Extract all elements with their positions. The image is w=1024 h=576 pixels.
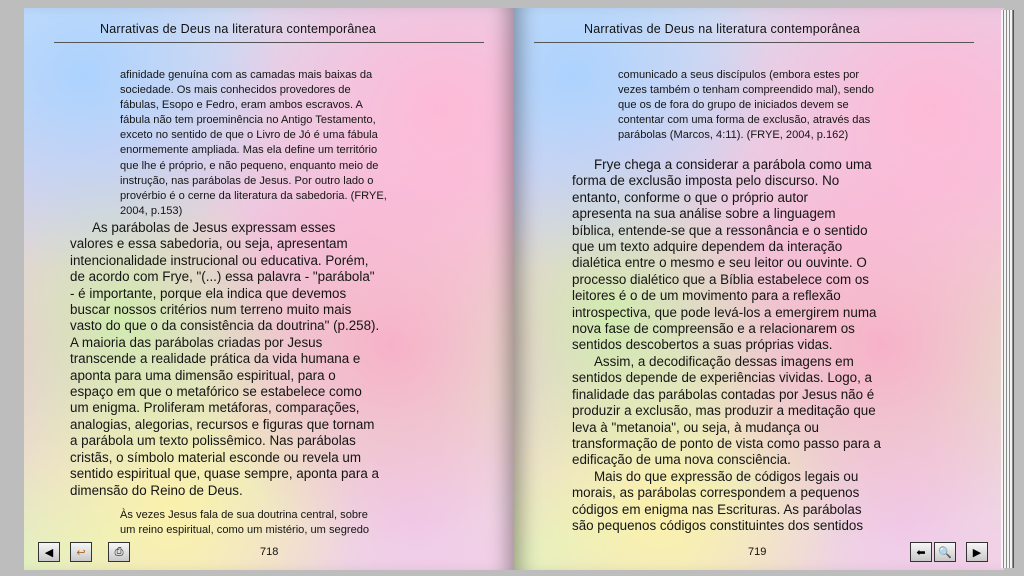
text-line: leva à "metanoia", ou seja, à mudança ou — [572, 419, 819, 435]
text-line: dialética entre o mesmo e seu leitor ou ouvinte. O — [572, 255, 867, 271]
text-line: de acordo com Frye, "(...) essa palavra - "parábola" — [70, 269, 375, 285]
zoom-icon: 🔍 — [938, 546, 952, 559]
text-line: são pequenos códigos constituintes dos sentidos — [572, 517, 864, 533]
back-button[interactable] — [910, 542, 932, 562]
text-line: parábolas (Marcos, 4:11). (FRYE, 2004, p.162) — [618, 129, 849, 142]
text-line: buscar nossos critérios num terreno muito mais — [70, 302, 352, 318]
text-line: sociedade. Os mais conhecidos provedores de — [120, 84, 351, 97]
text-line: transcende a realidade prática da vida humana e — [70, 351, 361, 367]
text-line: - é importante, porque ela indica que devemos — [70, 285, 347, 301]
print-icon: ⎙ — [114, 545, 124, 558]
text-line: analogias, alegorias, recursos e figuras que tornam — [70, 416, 375, 432]
left-body-text — [70, 220, 458, 499]
text-line: produzir a exclusão, mas produzir a meditação que — [572, 403, 876, 419]
text-line: instrução, nas parábolas de Jesus. Por outro lado o — [120, 174, 374, 187]
text-line: As parábolas de Jesus expressam esses — [92, 220, 336, 235]
text-line: edificação de uma nova consciência. — [572, 452, 791, 468]
text-line: cristãs, o símbolo material esconde ou revela um — [70, 449, 362, 465]
exit-button[interactable] — [70, 542, 92, 562]
left-quote-bottom — [120, 508, 456, 538]
text-line: forma de exclusão imposta pelo discurso. No — [572, 173, 840, 189]
text-line: sentidos descobertos a suas próprias vidas. — [572, 337, 833, 353]
text-line: que lhe é próprio, e não pequeno, enquanto meio de — [120, 159, 379, 172]
page-stack-edges — [1001, 10, 1014, 568]
text-line: leitores é o de um movimento para a reflexão — [572, 288, 841, 304]
text-line: exceto no sentido de que o Livro de Jó é uma fábula — [120, 129, 378, 142]
text-line: contentar com uma forma de exclusão, através das — [618, 114, 871, 127]
text-line: entanto, conforme o que o próprio autor — [572, 189, 808, 205]
exit-icon: ↩ — [76, 546, 86, 559]
text-line: apresenta na sua análise sobre a linguagem — [572, 206, 836, 222]
text-line: intencionalidade instrucional ou educativa. Porém, — [70, 252, 369, 268]
right-page-header: Narrativas de Deus na literatura contemporânea — [584, 22, 861, 36]
text-line: morais, as parábolas correspondem a pequenos — [572, 485, 860, 501]
left-quote-top — [120, 68, 456, 219]
left-page-number: 718 — [260, 546, 279, 558]
left-page[interactable] — [24, 8, 514, 570]
right-header-rule — [534, 42, 974, 43]
text-line: sentidos depende de experiências vividas. Logo, a — [572, 370, 873, 386]
prev-page-button[interactable] — [38, 542, 60, 562]
text-line: um enigma. Proliferam metáforas, comparações, — [70, 400, 360, 416]
text-line: sentido espiritual que, quase sempre, aponta para a — [70, 466, 379, 482]
text-line: Às vezes Jesus fala de sua doutrina central, sobre — [120, 509, 368, 521]
text-line: aponta para uma dimensão espiritual, para o — [70, 367, 336, 383]
text-line: vasto do que o da consistência da doutrina" (p.258). — [70, 318, 380, 334]
text-line: introspectiva, que pode levá-los a emergirem numa — [572, 304, 877, 320]
text-line: comunicado a seus discípulos (embora estes por — [618, 69, 860, 81]
text-line: enormemente ampliada. Mas ela define um território — [120, 144, 378, 157]
text-line: Frye chega a considerar a parábola como uma — [594, 157, 872, 172]
text-line: valores e essa sabedoria, ou seja, apresentam — [70, 236, 348, 252]
text-line: códigos em enigma nas Escrituras. As parábolas — [572, 501, 862, 517]
print-button[interactable] — [108, 542, 130, 562]
next-page-icon: ▶ — [972, 546, 982, 559]
left-header-rule — [54, 42, 484, 43]
text-line: Assim, a decodificação dessas imagens em — [594, 353, 854, 369]
text-line: que os de fora do grupo de iniciados devem se — [618, 99, 849, 112]
prev-page-icon: ◀ — [44, 546, 54, 559]
text-line: nova fase de compreensão e a relacionarem os — [572, 321, 855, 337]
text-line: processo dialético que a Bíblia estabelece com os — [572, 271, 870, 287]
text-line: que um texto adquire dependem da interação — [572, 239, 843, 255]
text-line: afinidade genuína com as camadas mais baixas da — [120, 69, 373, 81]
text-line: espaço em que o metafórico se estabelece como — [70, 384, 362, 400]
right-quote-top — [618, 68, 960, 143]
text-line: a parábola um texto polissêmico. Nas parábolas — [70, 433, 356, 449]
right-page[interactable] — [514, 8, 1004, 570]
text-line: 2004, p.153) — [120, 204, 183, 217]
text-line: fábulas, Esopo e Fedro, eram ambos escravos. A — [120, 99, 363, 112]
book — [24, 8, 1014, 570]
text-line: provérbio é o cerne da literatura da sabedoria. (FRYE, — [120, 189, 387, 202]
right-page-number: 719 — [748, 546, 767, 558]
text-line: transformação de ponto de vista como passo para a — [572, 435, 881, 451]
text-line: Mais do que expressão de códigos legais ou — [594, 468, 859, 484]
zoom-button[interactable] — [934, 542, 956, 562]
text-line: dimensão do Reino de Deus. — [70, 482, 243, 498]
text-line: fábula não tem proeminência no Antigo Testamento, — [120, 114, 376, 127]
left-page-header: Narrativas de Deus na literatura contemporânea — [100, 22, 377, 36]
right-body-text — [572, 157, 960, 534]
next-page-button[interactable] — [966, 542, 988, 562]
text-line: bíblica, entende-se que a ressonância e o sentido — [572, 222, 868, 238]
text-line: um reino espiritual, como um mistério, um segredo — [120, 524, 370, 537]
text-line: vezes também o tenham compreendido mal), sendo — [618, 84, 874, 97]
back-arrow-icon: ⬅ — [916, 546, 926, 559]
text-line: A maioria das parábolas criadas por Jesus — [70, 334, 323, 350]
text-line: finalidade das parábolas contadas por Jesus não é — [572, 386, 875, 402]
